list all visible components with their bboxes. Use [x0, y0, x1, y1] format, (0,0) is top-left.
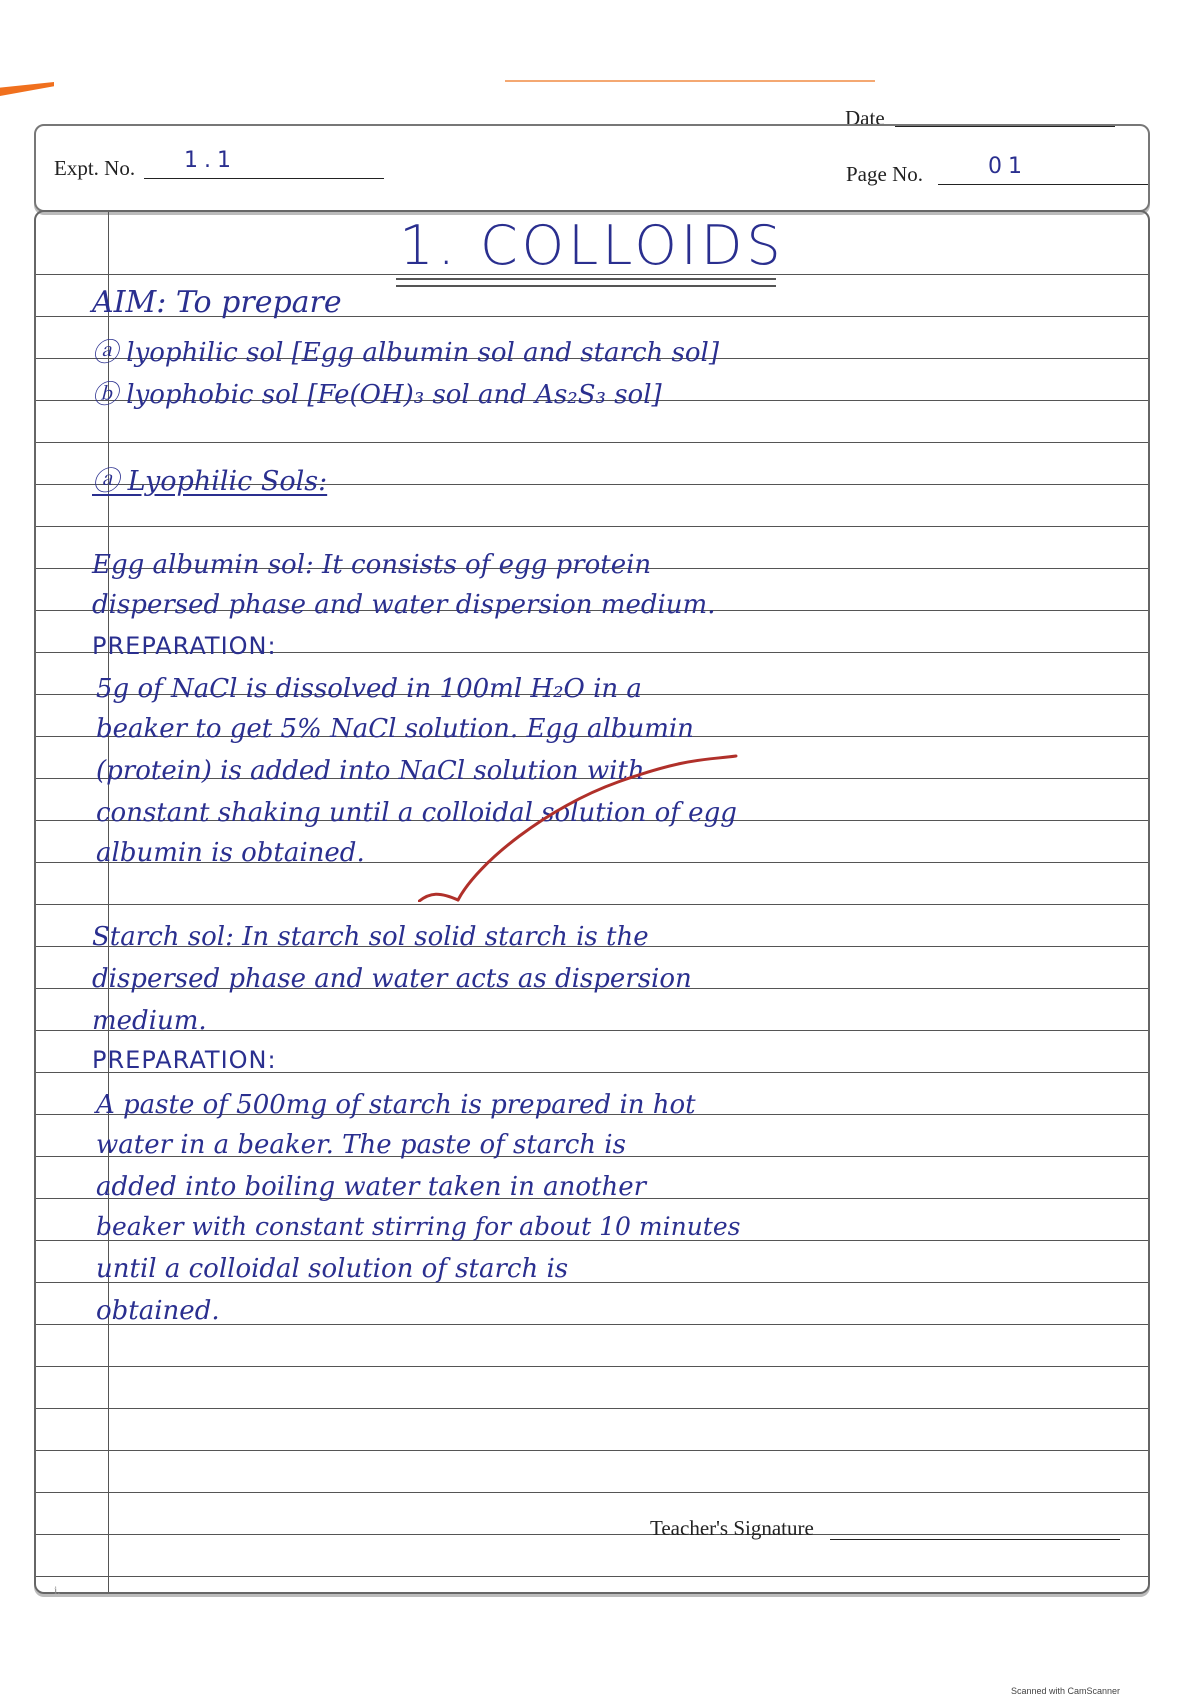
ruled-line — [36, 1576, 1148, 1577]
title-underline-2 — [396, 285, 776, 287]
ruled-line — [36, 526, 1148, 527]
page-no-value: 01 — [988, 154, 1028, 179]
signature-line — [830, 1539, 1120, 1540]
starch-line-2: dispersed phase and water acts as dispersion — [92, 964, 692, 994]
aim-line: AIM: To prepare — [92, 285, 342, 320]
egg-prep-line-1: 5g of NaCl is dissolved in 100ml H₂O in a — [96, 674, 642, 704]
starch-line-1: Starch sol: In starch sol solid starch is the — [92, 922, 649, 952]
ruled-line — [36, 1450, 1148, 1451]
margin-mark: i. — [54, 1583, 61, 1597]
page-title: 1. COLLOIDS — [399, 214, 785, 277]
preparation-heading-2: PREPARATION: — [92, 1046, 277, 1074]
title-underline — [396, 278, 776, 280]
page-no-label: Page No. — [846, 162, 923, 186]
ruled-line — [36, 904, 1148, 905]
aim-b-line: ⓑ lyophobic sol [Fe(OH)₃ sol and As₂S₃ sol] — [92, 380, 662, 410]
ruled-line — [36, 1366, 1148, 1367]
expt-no-label: Expt. No. — [54, 156, 136, 180]
starch-line-3: medium. — [92, 1006, 207, 1036]
ruled-page — [34, 210, 1150, 1594]
expt-no-value: 1.1 — [184, 148, 237, 173]
preparation-heading-1: PREPARATION: — [92, 632, 277, 660]
starch-prep-line-6: obtained. — [96, 1296, 220, 1326]
teachers-signature-label: Teacher's Signature — [650, 1516, 814, 1540]
egg-prep-line-5: albumin is obtained. — [96, 838, 365, 868]
header-box — [34, 124, 1150, 212]
egg-prep-line-2: beaker to get 5% NaCl solution. Egg albumin — [96, 714, 694, 744]
egg-line-1: Egg albumin sol: It consists of egg protein — [92, 550, 652, 580]
teacher-check-mark — [418, 752, 738, 902]
ruled-line — [36, 1408, 1148, 1409]
starch-prep-line-1: A paste of 500mg of starch is prepared in hot — [96, 1090, 696, 1120]
margin-line — [108, 212, 109, 1592]
ruled-line — [36, 1534, 1148, 1535]
orange-top-line — [505, 80, 875, 82]
ruled-line — [36, 442, 1148, 443]
scanner-watermark: Scanned with CamScanner — [1010, 1686, 1120, 1696]
page-no-line — [938, 184, 1148, 185]
egg-line-2: dispersed phase and water dispersion medium. — [92, 590, 716, 620]
starch-prep-line-2: water in a beaker. The paste of starch is — [96, 1130, 626, 1160]
egg-prep-line-4: constant shaking until a colloidal solution of egg — [96, 798, 737, 828]
starch-prep-line-5: until a colloidal solution of starch is — [96, 1254, 569, 1284]
orange-corner-mark — [0, 82, 54, 96]
lyophilic-heading: ⓐ Lyophilic Sols: — [92, 466, 328, 497]
egg-prep-line-3: (protein) is added into NaCl solution with — [96, 756, 645, 786]
starch-prep-line-3: added into boiling water taken in another — [96, 1172, 647, 1202]
aim-a-line: ⓐ lyophilic sol [Egg albumin sol and starch sol] — [92, 338, 719, 368]
starch-prep-line-4: beaker with constant stirring for about 10 minutes — [96, 1212, 741, 1241]
date-label: Date — [845, 106, 885, 130]
expt-no-line — [144, 178, 384, 179]
ruled-line — [36, 1492, 1148, 1493]
